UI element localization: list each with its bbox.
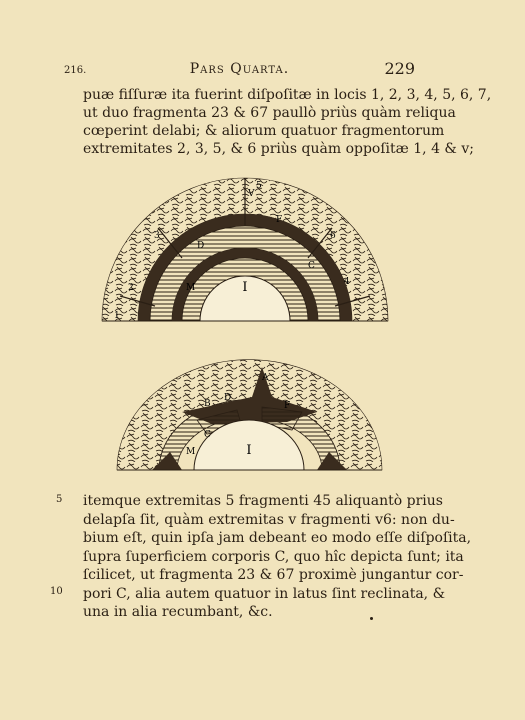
figure-label: 6	[330, 231, 336, 241]
figure-label: V	[248, 189, 255, 199]
line-number: 5	[56, 494, 63, 505]
text-line: ut duo fragmenta 23 & 67 paullò priùs quàm reliqua	[83, 105, 456, 121]
text-line: una in alia recumbant, &c.	[83, 604, 273, 620]
figure-label: F	[276, 215, 283, 225]
text-line: bium eſt, quin ipſa jam debeant eo modo eſſe diſpoſita,	[83, 530, 472, 546]
figure-label: 2	[128, 283, 134, 293]
figure-label: I	[246, 443, 252, 458]
figure-collapsed-dome	[112, 342, 387, 475]
paragraph-top	[83, 86, 492, 158]
running-title: Pars Quarta.	[189, 61, 290, 77]
figure-label: C	[204, 430, 211, 440]
signature-mark: 216.	[64, 65, 87, 76]
text-line: puæ fiſſuræ ita fuerint diſpoſitæ in locis 1, 2, 3, 4, 5, 6, 7,	[83, 87, 492, 103]
figure-label: 1	[114, 311, 120, 321]
figure-label: M	[186, 283, 196, 293]
figure-label: A	[262, 373, 269, 383]
figure-label: D	[197, 241, 205, 251]
figure-label: F	[284, 401, 291, 411]
text-line: delapſa ſit, quàm extremitas v fragmenti v6: non du-	[83, 511, 455, 528]
figure-label: C	[308, 261, 315, 271]
text-line: extremitates 2, 3, 5, & 6 priùs quàm oppoſitæ 1, 4 & v;	[83, 141, 474, 157]
figure-label: 4	[344, 277, 350, 287]
figure-label: M	[186, 447, 196, 457]
figure-label: I	[242, 280, 248, 295]
page-number: 229	[384, 59, 415, 78]
figure-label: 5	[256, 181, 262, 191]
text-line: pori C, alia autem quatuor in latus ſint reclinata, &	[83, 585, 446, 602]
line-number: 10	[50, 586, 63, 597]
text-line: cœperint delabi; & aliorum quatuor fragmentorum	[83, 123, 445, 139]
page-header	[64, 61, 415, 79]
figure-layered-dome	[100, 166, 390, 326]
figure-label: D	[224, 393, 232, 403]
figure-label: B	[204, 399, 211, 409]
text-line: ſcilicet, ut fragmenta 23 & 67 proximè jungantur cor-	[83, 567, 464, 583]
text-line: itemque extremitas 5 fragmenti 45 aliquantò prius	[83, 493, 443, 509]
text-line: ſupra ſuperficiem corporis C, quo hîc depicta ſunt; ita	[83, 548, 464, 565]
ink-dot	[370, 617, 373, 620]
figure-label: 3	[154, 231, 160, 241]
paragraph-bottom	[83, 492, 472, 622]
